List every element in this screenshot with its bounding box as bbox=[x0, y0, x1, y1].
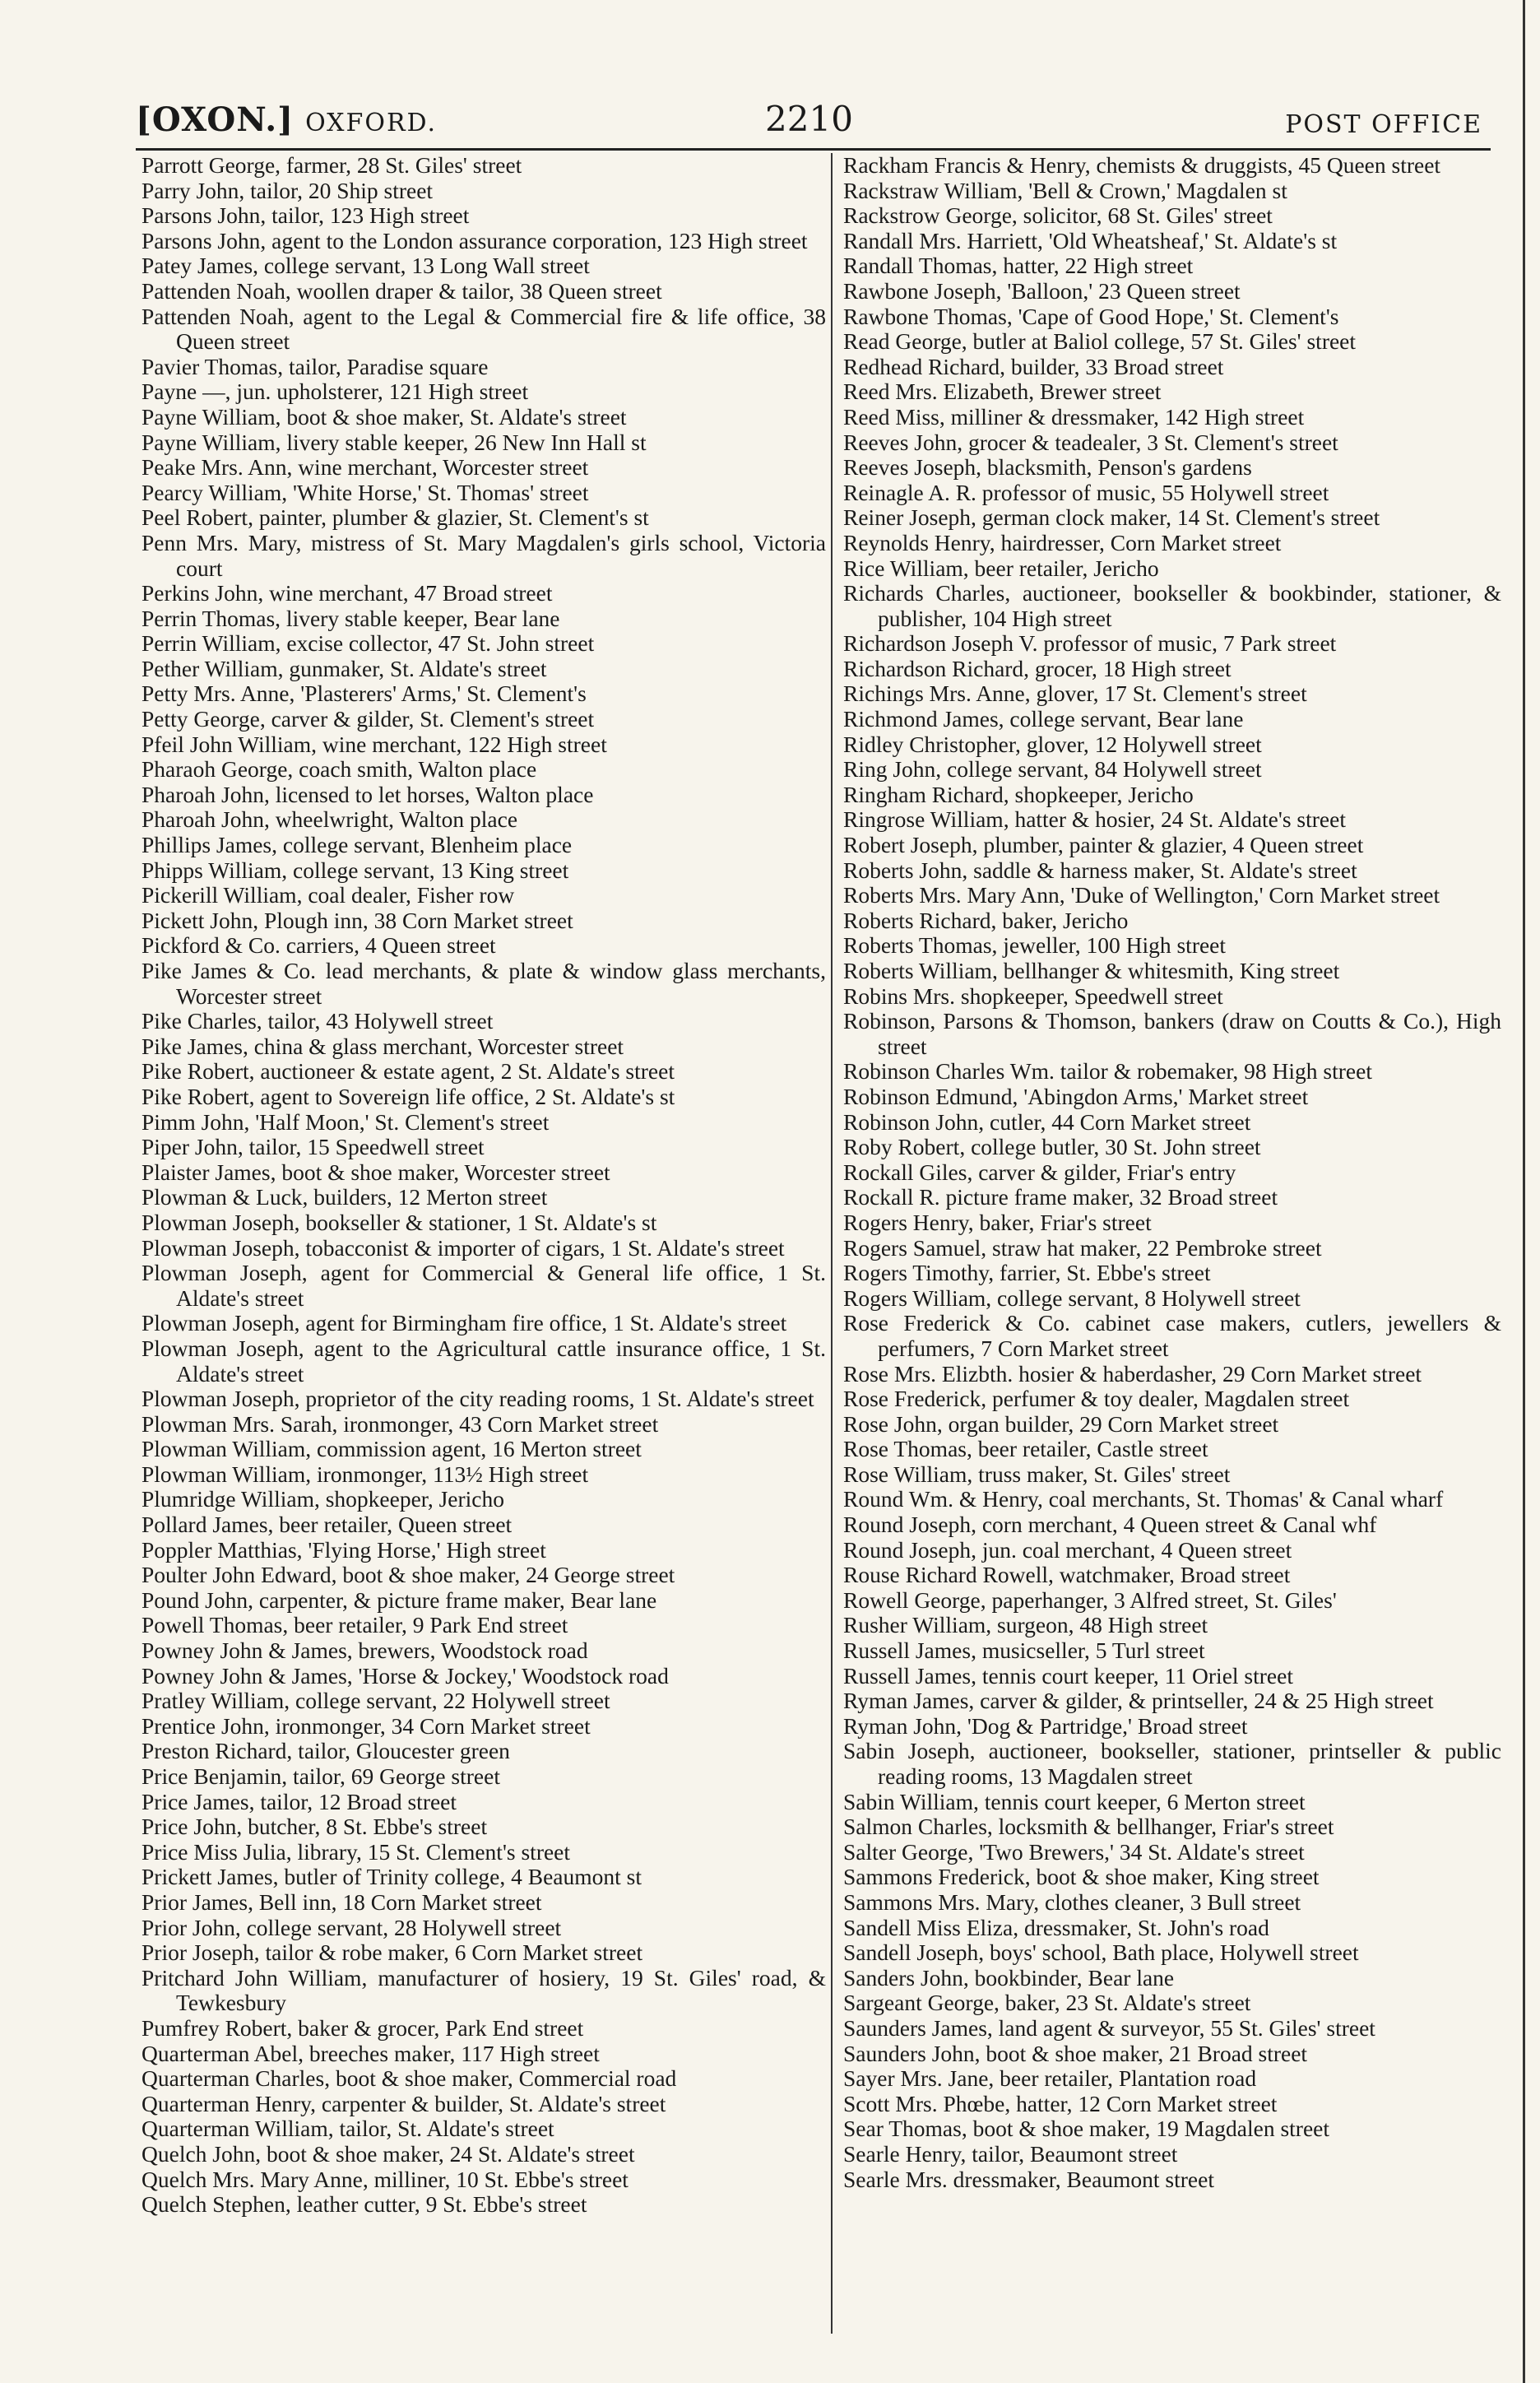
directory-entry: Pether William, gunmaker, St. Aldate's street bbox=[141, 655, 547, 681]
directory-entry: Ryman James, carver & gilder, & printseller, 24 & 25 High street bbox=[843, 1688, 1434, 1714]
directory-entry: Plowman Joseph, agent for Commercial & General life office, 1 St. Aldate's street bbox=[141, 1260, 826, 1311]
directory-entry: Pike James & Co. lead merchants, & plate & window glass merchants, Worcester street bbox=[141, 958, 826, 1009]
directory-entry: Robinson, Parsons & Thomson, bankers (draw on Coutts & Co.), High street bbox=[843, 1008, 1501, 1059]
directory-entry: Rockall R. picture frame maker, 32 Broad street bbox=[843, 1184, 1278, 1210]
directory-entry: Sabin William, tennis court keeper, 6 Merton street bbox=[843, 1788, 1306, 1814]
directory-entry: Poulter John Edward, boot & shoe maker, 24 George street bbox=[141, 1562, 675, 1588]
directory-entry: Pound John, carpenter, & picture frame maker, Bear lane bbox=[141, 1586, 657, 1613]
directory-entry: Russell James, tennis court keeper, 11 Oriel street bbox=[843, 1662, 1293, 1689]
left-column bbox=[141, 153, 826, 2334]
directory-entry: Petty George, carver & gilder, St. Clement's street bbox=[141, 706, 595, 732]
directory-entry: Plowman Joseph, tobacconist & importer of cigars, 1 St. Aldate's street bbox=[141, 1234, 785, 1261]
directory-entry: Reynolds Henry, hairdresser, Corn Market street bbox=[843, 529, 1282, 555]
directory-entry: Robins Mrs. shopkeeper, Speedwell street bbox=[843, 982, 1223, 1009]
directory-entry: Searle Henry, tailor, Beaumont street bbox=[843, 2140, 1178, 2167]
directory-entry: Robinson Charles Wm. tailor & robemaker, 98 High street bbox=[843, 1058, 1372, 1085]
directory-entry: Petty Mrs. Anne, 'Plasterers' Arms,' St. Clement's bbox=[141, 681, 587, 707]
directory-entry: Plowman & Luck, builders, 12 Merton street bbox=[141, 1184, 548, 1210]
directory-entry: Saunders John, boot & shoe maker, 21 Broad street bbox=[843, 2040, 1308, 2066]
directory-entry: Phipps William, college servant, 13 King street bbox=[141, 857, 569, 883]
directory-entry: Prior James, Bell inn, 18 Corn Market street bbox=[141, 1888, 542, 1915]
page-header bbox=[136, 86, 1482, 144]
directory-entry: Plowman Joseph, agent to the Agricultural cattle insurance office, 1 St. Aldate's street bbox=[141, 1335, 826, 1387]
directory-entry: Rackstrow George, solicitor, 68 St. Giles' street bbox=[843, 202, 1273, 229]
directory-entry: Robinson Edmund, 'Abingdon Arms,' Market street bbox=[843, 1083, 1309, 1109]
directory-entry: Perkins John, wine merchant, 47 Broad street bbox=[141, 580, 553, 606]
directory-entry: Price James, tailor, 12 Broad street bbox=[141, 1788, 457, 1814]
directory-entry: Quarterman Henry, carpenter & builder, St. Aldate's street bbox=[141, 2090, 666, 2116]
directory-entry: Richards Charles, auctioneer, bookseller & bookbinder, stationer, & publisher, 104 High street bbox=[843, 580, 1501, 631]
page-edge bbox=[1523, 0, 1525, 2383]
directory-entry: Sayer Mrs. Jane, beer retailer, Plantation road bbox=[843, 2065, 1257, 2092]
directory-entry: Penn Mrs. Mary, mistress of St. Mary Magdalen's girls school, Victoria court bbox=[141, 529, 826, 581]
directory-entry: Round Joseph, corn merchant, 4 Queen street & Canal whf bbox=[843, 1512, 1377, 1538]
directory-entry: Sargeant George, baker, 23 St. Aldate's street bbox=[843, 1990, 1251, 2016]
directory-entry: Rackham Francis & Henry, chemists & druggists, 45 Queen street bbox=[843, 153, 1441, 178]
directory-entry: Roberts Mrs. Mary Ann, 'Duke of Wellington,' Corn Market street bbox=[843, 882, 1440, 908]
directory-entry: Pritchard John William, manufacturer of hosiery, 19 St. Giles' road, & Tewkesbury bbox=[141, 1964, 826, 2016]
directory-entry: Prior Joseph, tailor & robe maker, 6 Corn Market street bbox=[141, 1939, 643, 1966]
directory-entry: Ridley Christopher, glover, 12 Holywell street bbox=[843, 731, 1262, 757]
directory-entry: Pickett John, Plough inn, 38 Corn Market street bbox=[141, 907, 573, 933]
directory-entry: Scott Mrs. Phœbe, hatter, 12 Corn Market street bbox=[843, 2090, 1278, 2116]
directory-entry: Phillips James, college servant, Blenheim place bbox=[141, 832, 573, 858]
directory-entry: Quelch Mrs. Mary Anne, milliner, 10 St. Ebbe's street bbox=[141, 2166, 629, 2192]
directory-entry: Parsons John, agent to the London assurance corporation, 123 High street bbox=[141, 227, 808, 253]
directory-entry: Powney John & James, brewers, Woodstock road bbox=[141, 1637, 588, 1664]
directory-entry: Pharoah John, wheelwright, Walton place bbox=[141, 806, 518, 833]
directory-entry: Pumfrey Robert, baker & grocer, Park End street bbox=[141, 2014, 584, 2041]
directory-entry: Pike Robert, auctioneer & estate agent, 2 St. Aldate's street bbox=[141, 1058, 675, 1085]
directory-entry: Parrott George, farmer, 28 St. Giles' street bbox=[141, 153, 522, 178]
directory-entry: Quarterman William, tailor, St. Aldate's street bbox=[141, 2116, 554, 2142]
directory-entry: Quarterman Charles, boot & shoe maker, Commercial road bbox=[141, 2065, 677, 2092]
directory-entry: Rose John, organ builder, 29 Corn Market street bbox=[843, 1410, 1279, 1437]
directory-entry: Perrin Thomas, livery stable keeper, Bear lane bbox=[141, 605, 560, 631]
directory-entry: Rusher William, surgeon, 48 High street bbox=[843, 1612, 1208, 1638]
directory-entry: Sammons Frederick, boot & shoe maker, King street bbox=[843, 1864, 1320, 1890]
directory-entry: Pfeil John William, wine merchant, 122 High street bbox=[141, 731, 607, 757]
directory-entry: Ryman John, 'Dog & Partridge,' Broad street bbox=[843, 1712, 1248, 1739]
directory-entry: Rowell George, paperhanger, 3 Alfred street, St. Giles' bbox=[843, 1586, 1337, 1613]
directory-entry: Sandell Joseph, boys' school, Bath place, Holywell street bbox=[843, 1939, 1359, 1966]
directory-entry: Preston Richard, tailor, Gloucester green bbox=[141, 1738, 510, 1764]
directory-entry: Prentice John, ironmonger, 34 Corn Market street bbox=[141, 1712, 591, 1739]
directory-entry: Peake Mrs. Ann, wine merchant, Worcester street bbox=[141, 454, 589, 481]
directory-entry: Salmon Charles, locksmith & bellhanger, Friar's street bbox=[843, 1814, 1334, 1840]
directory-entry: Pike James, china & glass merchant, Worcester street bbox=[141, 1033, 624, 1059]
directory-entry: Roberts Richard, baker, Jericho bbox=[843, 907, 1129, 933]
directory-entry: Ring John, college servant, 84 Holywell street bbox=[843, 756, 1262, 783]
directory-entry: Pike Robert, agent to Sovereign life office, 2 St. Aldate's st bbox=[141, 1083, 675, 1109]
directory-entry: Richings Mrs. Anne, glover, 17 St. Clement's street bbox=[843, 681, 1307, 707]
directory-entry: Reiner Joseph, german clock maker, 14 St. Clement's street bbox=[843, 504, 1380, 531]
directory-entry: Rockall Giles, carver & gilder, Friar's entry bbox=[843, 1159, 1236, 1185]
directory-entry: Plaister James, boot & shoe maker, Worcester street bbox=[141, 1159, 610, 1185]
directory-entry: Prior John, college servant, 28 Holywell street bbox=[141, 1914, 562, 1940]
directory-entry: Price Benjamin, tailor, 69 George street bbox=[141, 1763, 500, 1789]
directory-entry: Roby Robert, college butler, 30 St. John street bbox=[843, 1134, 1261, 1160]
directory-entry: Reeves John, grocer & teadealer, 3 St. Clement's street bbox=[843, 429, 1338, 455]
directory-entry: Sanders John, bookbinder, Bear lane bbox=[843, 1964, 1175, 1990]
directory-entry: Saunders James, land agent & surveyor, 55 St. Giles' street bbox=[843, 2014, 1375, 2041]
directory-entry: Round Wm. & Henry, coal merchants, St. Thomas' & Canal wharf bbox=[843, 1486, 1444, 1512]
directory-entry: Pollard James, beer retailer, Queen street bbox=[141, 1512, 513, 1538]
directory-entry: Piper John, tailor, 15 Speedwell street bbox=[141, 1134, 485, 1160]
directory-entry: Roberts Thomas, jeweller, 100 High street bbox=[843, 932, 1227, 959]
directory-entry: Ringham Richard, shopkeeper, Jericho bbox=[843, 781, 1194, 807]
directory-entry: Robert Joseph, plumber, painter & glazier, 4 Queen street bbox=[843, 832, 1364, 858]
directory-entry: Payne William, boot & shoe maker, St. Aldate's street bbox=[141, 403, 627, 430]
directory-entry: Roberts John, saddle & harness maker, St. Aldate's street bbox=[843, 857, 1357, 883]
directory-entry: Plowman Joseph, proprietor of the city reading rooms, 1 St. Aldate's street bbox=[141, 1386, 814, 1412]
directory-entry: Pattenden Noah, woollen draper & tailor, 38 Queen street bbox=[141, 277, 662, 304]
directory-entry: Richmond James, college servant, Bear lane bbox=[843, 706, 1244, 732]
directory-entry: Redhead Richard, builder, 33 Broad street bbox=[843, 353, 1224, 379]
directory-entry: Powney John & James, 'Horse & Jockey,' Woodstock road bbox=[141, 1662, 669, 1689]
directory-entry: Rawbone Joseph, 'Balloon,' 23 Queen street bbox=[843, 277, 1241, 304]
directory-entry: Pimm John, 'Half Moon,' St. Clement's street bbox=[141, 1108, 550, 1135]
directory-entry: Richardson Richard, grocer, 18 High street bbox=[843, 655, 1232, 681]
directory-entry: Pickerill William, coal dealer, Fisher row bbox=[141, 882, 515, 908]
directory-entry: Richardson Joseph V. professor of music, 7 Park street bbox=[843, 630, 1337, 657]
directory-entry: Rose William, truss maker, St. Giles' street bbox=[843, 1461, 1231, 1487]
directory-entry: Plowman Joseph, agent for Birmingham fire office, 1 St. Aldate's street bbox=[141, 1310, 787, 1336]
header-rule bbox=[136, 148, 1491, 151]
directory-entry: Rogers Samuel, straw hat maker, 22 Pembroke street bbox=[843, 1234, 1322, 1261]
directory-entry: Rose Frederick, perfumer & toy dealer, Magdalen street bbox=[843, 1386, 1350, 1412]
directory-entry: Pratley William, college servant, 22 Holywell street bbox=[141, 1688, 610, 1714]
directory-entry: Quarterman Abel, breeches maker, 117 High street bbox=[141, 2040, 600, 2066]
directory-entry: Rose Thomas, beer retailer, Castle street bbox=[843, 1436, 1208, 1462]
directory-entry: Russell James, musicseller, 5 Turl street bbox=[843, 1637, 1205, 1664]
directory-entry: Pearcy William, 'White Horse,' St. Thomas' street bbox=[141, 479, 589, 505]
directory-entry: Prickett James, butler of Trinity college, 4 Beaumont st bbox=[141, 1864, 642, 1890]
directory-entry: Pattenden Noah, agent to the Legal & Commercial fire & life office, 38 Queen street bbox=[141, 303, 826, 355]
directory-entry: Quelch Stephen, leather cutter, 9 St. Ebbe's street bbox=[141, 2191, 587, 2218]
right-column bbox=[843, 153, 1501, 2334]
directory-entry: Rogers William, college servant, 8 Holywell street bbox=[843, 1284, 1301, 1311]
directory-entry: Rogers Henry, baker, Friar's street bbox=[843, 1209, 1152, 1235]
directory-entry: Plowman Mrs. Sarah, ironmonger, 43 Corn Market street bbox=[141, 1410, 659, 1437]
directory-entry: Rose Mrs. Elizbth. hosier & haberdasher, 29 Corn Market street bbox=[843, 1360, 1422, 1387]
directory-entry: Sear Thomas, boot & shoe maker, 19 Magdalen street bbox=[843, 2116, 1330, 2142]
directory-entry: Roberts William, bellhanger & whitesmith, King street bbox=[843, 958, 1340, 983]
directory-entry: Plowman William, ironmonger, 113½ High street bbox=[141, 1461, 589, 1487]
directory-entry: Randall Thomas, hatter, 22 High street bbox=[843, 253, 1194, 279]
directory-entry: Price Miss Julia, library, 15 St. Clement's street bbox=[141, 1838, 571, 1865]
directory-entry: Pharaoh George, coach smith, Walton place bbox=[141, 756, 537, 783]
directory-entry: Rose Frederick & Co. cabinet case makers, cutlers, jewellers & perfumers, 7 Corn Market street bbox=[843, 1310, 1501, 1361]
directory-entry: Sabin Joseph, auctioneer, bookseller, stationer, printseller & public reading rooms, 13 Magdalen street bbox=[843, 1738, 1501, 1789]
directory-entry: Pickford & Co. carriers, 4 Queen street bbox=[141, 932, 496, 959]
directory-entry: Poppler Matthias, 'Flying Horse,' High street bbox=[141, 1536, 546, 1563]
directory-entry: Pavier Thomas, tailor, Paradise square bbox=[141, 353, 489, 379]
directory-entry: Parry John, tailor, 20 Ship street bbox=[141, 177, 434, 203]
directory-entry: Ringrose William, hatter & hosier, 24 St. Aldate's street bbox=[843, 806, 1346, 833]
directory-entry: Reinagle A. R. professor of music, 55 Holywell street bbox=[843, 479, 1329, 505]
directory-entry: Powell Thomas, beer retailer, 9 Park End street bbox=[141, 1612, 568, 1638]
directory-entry: Robinson John, cutler, 44 Corn Market street bbox=[843, 1108, 1251, 1135]
directory-entry: Sammons Mrs. Mary, clothes cleaner, 3 Bull street bbox=[843, 1888, 1301, 1915]
directory-entry: Plowman Joseph, bookseller & stationer, 1 St. Aldate's st bbox=[141, 1209, 657, 1235]
directory-entry: Round Joseph, jun. coal merchant, 4 Queen street bbox=[843, 1536, 1292, 1563]
page-number: 2210 bbox=[765, 99, 853, 139]
directory-entry: Pike Charles, tailor, 43 Holywell street bbox=[141, 1008, 494, 1034]
directory-entry: Payne —, jun. upholsterer, 121 High street bbox=[141, 379, 529, 405]
directory-entry: Salter George, 'Two Brewers,' 34 St. Aldate's street bbox=[843, 1838, 1305, 1865]
publisher-label: POST OFFICE bbox=[1285, 110, 1482, 139]
directory-entry: Patey James, college servant, 13 Long Wall street bbox=[141, 253, 590, 279]
directory-entry: Peel Robert, painter, plumber & glazier, St. Clement's st bbox=[141, 504, 649, 531]
directory-entry: Plumridge William, shopkeeper, Jericho bbox=[141, 1486, 505, 1512]
directory-entry: Reeves Joseph, blacksmith, Penson's gardens bbox=[843, 454, 1252, 481]
directory-entry: Parsons John, tailor, 123 High street bbox=[141, 202, 470, 229]
directory-entry: Reed Miss, milliner & dressmaker, 142 High street bbox=[843, 403, 1305, 430]
directory-entry: Plowman William, commission agent, 16 Merton street bbox=[141, 1436, 642, 1462]
directory-entry: Sandell Miss Eliza, dressmaker, St. John's road bbox=[843, 1914, 1269, 1940]
directory-entry: Perrin William, excise collector, 47 St. John street bbox=[141, 630, 595, 657]
directory-entry: Searle Mrs. dressmaker, Beaumont street bbox=[843, 2166, 1214, 2192]
directory-entry: Price John, butcher, 8 St. Ebbe's street bbox=[141, 1814, 488, 1840]
directory-entry: Pharoah John, licensed to let horses, Walton place bbox=[141, 781, 594, 807]
directory-entry: Rackstraw William, 'Bell & Crown,' Magdalen st bbox=[843, 177, 1287, 203]
directory-entry: Randall Mrs. Harriett, 'Old Wheatsheaf,' St. Aldate's st bbox=[843, 227, 1338, 253]
directory-entry: Rouse Richard Rowell, watchmaker, Broad street bbox=[843, 1562, 1291, 1588]
county-label: [OXON.] bbox=[136, 100, 295, 139]
directory-entry: Read George, butler at Baliol college, 57 St. Giles' street bbox=[843, 328, 1357, 355]
column-divider bbox=[831, 153, 833, 2334]
town-label: OXFORD. bbox=[305, 109, 438, 137]
directory-entry: Reed Mrs. Elizabeth, Brewer street bbox=[843, 379, 1162, 405]
directory-entry: Rawbone Thomas, 'Cape of Good Hope,' St. Clement's bbox=[843, 303, 1339, 329]
directory-entry: Payne William, livery stable keeper, 26 New Inn Hall st bbox=[141, 429, 647, 455]
directory-entry: Quelch John, boot & shoe maker, 24 St. Aldate's street bbox=[141, 2140, 635, 2167]
directory-entry: Rice William, beer retailer, Jericho bbox=[843, 555, 1159, 581]
directory-entry: Rogers Timothy, farrier, St. Ebbe's street bbox=[843, 1260, 1211, 1286]
